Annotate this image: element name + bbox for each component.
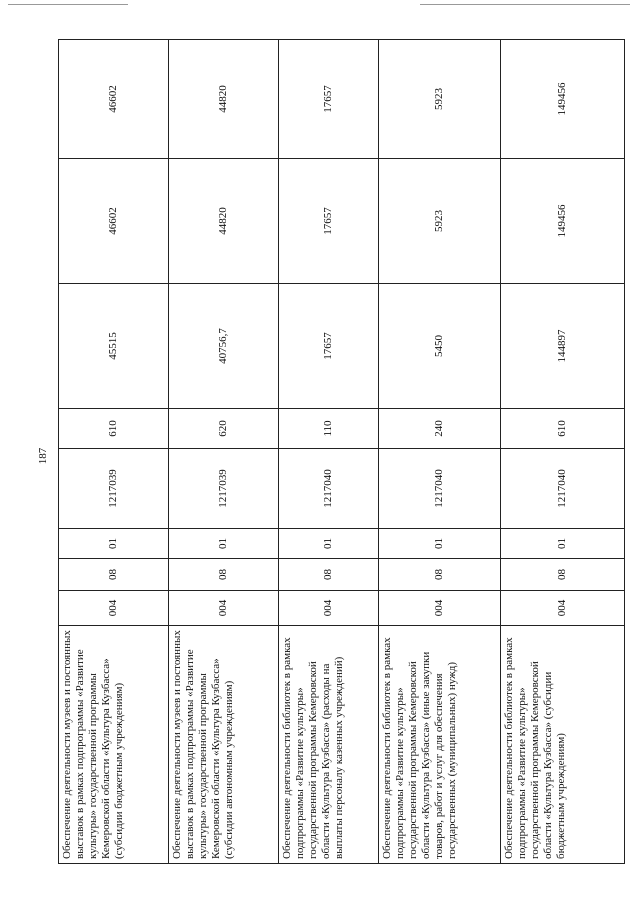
cell-c1: 004 <box>379 591 501 626</box>
cell-v3: 5923 <box>379 40 501 159</box>
cell-c1: 004 <box>501 591 625 626</box>
cell-v1: 144897 <box>501 284 625 409</box>
table-row <box>379 40 501 864</box>
cell-c4: 1217040 <box>279 449 379 529</box>
row-description: Обеспечение деятельности библиотек в рамках подпрограммы «Развитие культуры» государственной программы Кемеровской области «Культура Кузбасса» (иные закупки товаров, работ и услуг для обеспечения государственных (муниципальных) нужд) <box>379 626 501 864</box>
table-row <box>59 40 169 864</box>
cell-v1: 40756,7 <box>169 284 279 409</box>
top-rule <box>8 4 128 5</box>
cell-v3: 46602 <box>59 40 169 159</box>
cell-c5: 620 <box>169 409 279 449</box>
cell-c4: 1217039 <box>59 449 169 529</box>
cell-v2: 46602 <box>59 159 169 284</box>
row-description: Обеспечение деятельности библиотек в рамках подпрограммы «Развитие культуры» государственной программы Кемеровской области «Культура Кузбасса» (субсидии бюджетным учреждениям) <box>501 626 625 864</box>
table-row <box>279 40 379 864</box>
rotated-table-container <box>58 40 624 864</box>
cell-c5: 240 <box>379 409 501 449</box>
row-description: Обеспечение деятельности музеев и постоянных выставок в рамках подпрограммы «Развитие культуры» государственной программы Кемеровской области «Культура Кузбасса» (субсидии автономным учреждениям) <box>169 626 279 864</box>
cell-c5: 110 <box>279 409 379 449</box>
cell-c3: 01 <box>279 529 379 559</box>
cell-c1: 004 <box>59 591 169 626</box>
cell-v3: 44820 <box>169 40 279 159</box>
row-description: Обеспечение деятельности музеев и постоянных выставок в рамках подпрограммы «Развитие культуры» государственной программы Кемеровской области «Культура Кузбасса» (субсидии бюджетным учреждениям) <box>59 626 169 864</box>
cell-c5: 610 <box>59 409 169 449</box>
cell-v3: 149456 <box>501 40 625 159</box>
budget-table <box>58 39 625 864</box>
cell-c2: 08 <box>169 559 279 591</box>
cell-c2: 08 <box>279 559 379 591</box>
table-row <box>501 40 625 864</box>
cell-v2: 44820 <box>169 159 279 284</box>
cell-c3: 01 <box>169 529 279 559</box>
cell-v1: 17657 <box>279 284 379 409</box>
cell-c4: 1217040 <box>501 449 625 529</box>
cell-c2: 08 <box>379 559 501 591</box>
cell-c2: 08 <box>501 559 625 591</box>
cell-c4: 1217039 <box>169 449 279 529</box>
cell-v1: 5450 <box>379 284 501 409</box>
page-number: 187 <box>37 447 49 465</box>
cell-v2: 149456 <box>501 159 625 284</box>
cell-c3: 01 <box>501 529 625 559</box>
cell-c4: 1217040 <box>379 449 501 529</box>
table-row <box>169 40 279 864</box>
cell-c5: 610 <box>501 409 625 449</box>
cell-c2: 08 <box>59 559 169 591</box>
cell-c3: 01 <box>379 529 501 559</box>
row-description: Обеспечение деятельности библиотек в рамках подпрограммы «Развитие культуры» государственной программы Кемеровской области «Культура Кузбасса» (расходы на выплаты персоналу казенных учреждений) <box>279 626 379 864</box>
cell-v2: 17657 <box>279 159 379 284</box>
cell-v3: 17657 <box>279 40 379 159</box>
cell-c1: 004 <box>279 591 379 626</box>
cell-c3: 01 <box>59 529 169 559</box>
cell-v1: 45515 <box>59 284 169 409</box>
cell-v2: 5923 <box>379 159 501 284</box>
top-rule-right <box>420 4 630 5</box>
cell-c1: 004 <box>169 591 279 626</box>
